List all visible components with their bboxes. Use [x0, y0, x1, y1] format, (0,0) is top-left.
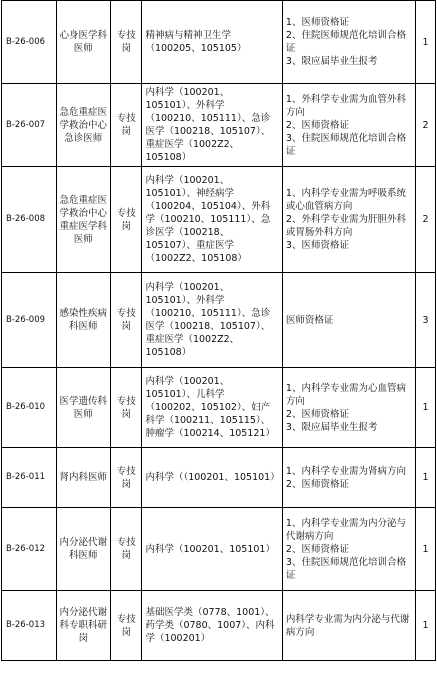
hiring-count: 1	[416, 448, 436, 508]
position-type: 专技岗	[111, 1, 142, 84]
other-requirements	[282, 167, 415, 273]
requirement-line: 3、住院医师规范化培训合格证	[285, 132, 406, 157]
table-row	[2, 1, 436, 84]
requirement-line: 2、住院医师规范化培训合格证	[285, 30, 406, 54]
requirement-line: 1、外科学专业需为血管外科方向	[285, 93, 406, 118]
position-code: B-26-010	[2, 368, 57, 448]
hiring-count: 1	[416, 508, 436, 591]
hiring-count: 2	[416, 167, 436, 273]
requirement-line: 医师资格证	[285, 314, 334, 326]
hiring-count: 1	[416, 591, 436, 661]
position-type: 专技岗	[111, 84, 142, 167]
other-requirements	[282, 448, 415, 508]
position-code: B-26-008	[2, 167, 57, 273]
table-row	[2, 448, 436, 508]
position-name: 医学遗传科医师	[56, 368, 111, 448]
major-requirement: 内科学（100201、105101）、神经病学（100204、105104）、外科学（100210、105111）、急诊医学（100218、105107）、重症医学（1002Z2、105108）	[142, 167, 282, 273]
position-name: 肾内科医师	[56, 448, 111, 508]
other-requirements	[282, 1, 415, 84]
position-name: 内分泌代谢科医师	[56, 508, 111, 591]
position-code: B-26-006	[2, 1, 57, 84]
position-code: B-26-009	[2, 273, 57, 368]
requirement-line: 2、医师资格证	[285, 478, 349, 490]
table-row	[2, 591, 436, 661]
hiring-count: 1	[416, 368, 436, 448]
hiring-count: 3	[416, 273, 436, 368]
position-name: 急危重症医学救治中心重症医学科医师	[56, 167, 111, 273]
position-type: 专技岗	[111, 448, 142, 508]
position-name: 感染性疾病科医师	[56, 273, 111, 368]
other-requirements	[282, 368, 415, 448]
hiring-count: 1	[416, 1, 436, 84]
position-type: 专技岗	[111, 368, 142, 448]
hiring-count: 2	[416, 84, 436, 167]
other-requirements	[282, 273, 415, 368]
requirement-line: 1、内科学专业需为心血管病方向	[285, 382, 406, 407]
requirement-line: 1、内科学专业需为呼吸系统或心血管病方向	[285, 188, 406, 212]
requirement-line: 1、内科学专业需为肾病方向	[285, 465, 406, 477]
table-row	[2, 167, 436, 273]
positions-table	[1, 0, 436, 661]
position-code: B-26-013	[2, 591, 57, 661]
major-requirement: 内科学（100201、105101）、外科学（100210、105111）、急诊医学（100218、105107）、重症医学（1002Z2、105108）	[142, 273, 282, 368]
table-row	[2, 84, 436, 167]
table-row	[2, 273, 436, 368]
other-requirements	[282, 508, 415, 591]
major-requirement: 内科学（100201、105101）、儿科学（100202、105102）、妇产科学（100211、105115）、肿瘤学（100214、105121）	[142, 368, 282, 448]
major-requirement: 内科学（（100201、105101）	[142, 448, 282, 508]
major-requirement: 精神病与精神卫生学（100205、105105）	[142, 1, 282, 84]
position-code: B-26-012	[2, 508, 57, 591]
requirement-line: 2、外科学专业需为肝胆外科或胃肠外科方向	[285, 214, 406, 238]
other-requirements	[282, 84, 415, 167]
position-code: B-26-007	[2, 84, 57, 167]
position-type: 专技岗	[111, 167, 142, 273]
requirement-line: 3、医师资格证	[285, 240, 349, 251]
position-type: 专技岗	[111, 273, 142, 368]
position-name: 心身医学科医师	[56, 1, 111, 84]
table-row	[2, 508, 436, 591]
major-requirement: 基础医学类（0778、1001）、药学类（0780、1007）、内科学（100201）	[142, 591, 282, 661]
table-row	[2, 368, 436, 448]
requirement-line: 3、住院医师规范化培训合格证	[285, 556, 406, 581]
position-type: 专技岗	[111, 591, 142, 661]
position-code: B-26-011	[2, 448, 57, 508]
requirement-line: 3、限应届毕业生报考	[285, 56, 378, 67]
requirement-line: 2、医师资格证	[285, 408, 349, 420]
major-requirement: 内科学（100201、105101）	[142, 508, 282, 591]
requirement-line: 内科学专业需为内分泌与代谢病方向	[285, 613, 410, 638]
requirement-line: 1、内科学专业需为内分泌与代谢病方向	[285, 517, 406, 542]
position-type: 专技岗	[111, 508, 142, 591]
requirement-line: 1、医师资格证	[285, 17, 349, 28]
major-requirement: 内科学（100201、105101）、外科学（100210、105111）、急诊医学（100218、105107）、重症医学（1002Z2、105108）	[142, 84, 282, 167]
position-name: 内分泌代谢科专职科研岗	[56, 591, 111, 661]
other-requirements	[282, 591, 415, 661]
position-name: 急危重症医学救治中心急诊医师	[56, 84, 111, 167]
requirement-line: 2、医师资格证	[285, 119, 349, 131]
requirement-line: 2、医师资格证	[285, 543, 349, 555]
requirement-line: 3、限应届毕业生报考	[285, 421, 378, 433]
